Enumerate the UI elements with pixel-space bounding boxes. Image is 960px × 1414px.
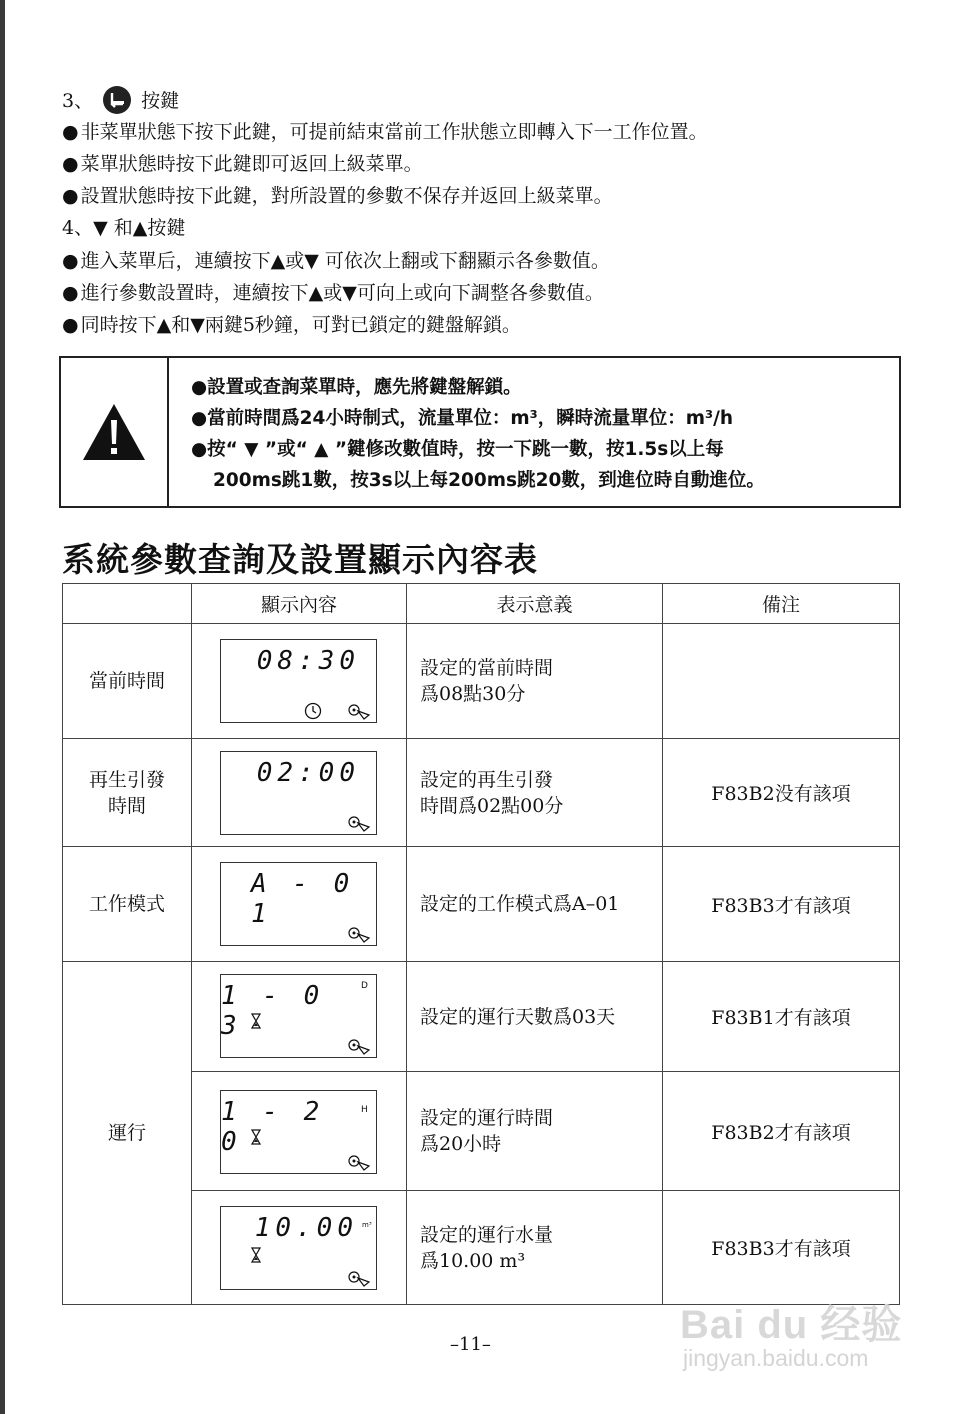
row-note: F83B2没有該項 bbox=[663, 739, 900, 847]
row-meaning bbox=[407, 624, 663, 739]
table-row bbox=[63, 962, 900, 1072]
row-meaning: 設定的運行天數爲03天 bbox=[407, 962, 663, 1072]
lcd-digits: 02:00 bbox=[256, 758, 360, 788]
hourglass-icon bbox=[251, 1247, 261, 1263]
row-meaning bbox=[407, 739, 663, 847]
row-note: F83B3才有該項 bbox=[663, 1191, 900, 1305]
valve-icon bbox=[347, 1269, 371, 1287]
lcd-digits: 1 - 0 3 bbox=[221, 981, 325, 1041]
sec3-bullet-1: ● 非菜單狀態下按下此鍵，可提前結束當前工作狀態立即轉入下一工作位置。 bbox=[62, 119, 708, 145]
row-meaning bbox=[407, 1072, 663, 1191]
lcd-display bbox=[220, 1206, 377, 1290]
clock-icon bbox=[304, 702, 322, 720]
warning-line-1: ●設置或查詢菜單時，應先將鍵盤解鎖。 bbox=[191, 377, 522, 398]
hourglass-icon bbox=[251, 1013, 261, 1029]
page-edge-bar bbox=[0, 0, 5, 1414]
table-title: 系統參數查詢及設置顯示內容表 bbox=[62, 540, 538, 579]
lcd-cell bbox=[192, 739, 407, 847]
page-number: –11– bbox=[450, 1334, 491, 1355]
section-4-heading: 4、▼ 和▲按鍵 bbox=[62, 217, 186, 239]
row-meaning bbox=[407, 1191, 663, 1305]
section-3-label: 按鍵 bbox=[141, 90, 180, 112]
row-meaning: 設定的工作模式爲A–01 bbox=[407, 847, 663, 962]
row-name bbox=[63, 739, 192, 847]
sec3-bullet-3: ● 設置狀態時按下此鍵，對所設置的參數不保存并返回上級菜單。 bbox=[62, 183, 613, 209]
row-name-line-1: 再生引發 bbox=[88, 768, 165, 791]
meaning-line-1: 設定的再生引發 bbox=[420, 768, 554, 791]
watermark-url: jingyan.baidu.com bbox=[683, 1345, 869, 1371]
sec4-bullet-1: ● 進入菜單后，連續按下▲或▼ 可依次上翻或下翻顯示各參數值。 bbox=[62, 248, 610, 274]
header-blank bbox=[63, 584, 192, 624]
lcd-cell bbox=[192, 624, 407, 739]
lcd-digits: 1 - 2 0 bbox=[221, 1097, 325, 1157]
lcd-cell bbox=[192, 1191, 407, 1305]
table-row bbox=[63, 739, 900, 847]
valve-icon bbox=[347, 702, 371, 720]
warning-line-4: 200ms跳1數，按3s以上每200ms跳20數，到進位時自動進位。 bbox=[213, 470, 765, 491]
lcd-display bbox=[220, 862, 377, 946]
table-row bbox=[63, 624, 900, 739]
meaning-line-1: 設定的運行時間 bbox=[420, 1107, 554, 1129]
section-3-heading bbox=[62, 88, 179, 116]
meaning-line-1: 設定的運行水量 bbox=[420, 1223, 554, 1246]
sec4-bullet-3: ● 同時按下▲和▼兩鍵5秒鐘，可對已鎖定的鍵盤解鎖。 bbox=[62, 312, 521, 338]
lcd-cell bbox=[192, 1072, 407, 1191]
warning-line-2: ●當前時間爲24小時制式，流量單位：m³，瞬時流量單位：m³/h bbox=[191, 408, 734, 429]
row-note: F83B2才有該項 bbox=[663, 1072, 900, 1191]
watermark-brand: Bai du 经验 bbox=[680, 1303, 903, 1347]
lcd-unit: m³ bbox=[362, 1221, 372, 1229]
header-display: 顯示內容 bbox=[192, 584, 407, 624]
meaning-line-2: 時間爲02點00分 bbox=[420, 794, 564, 817]
sec4-bullet-2: ● 進行參數設置時，連續按下▲或▼可向上或向下調整各參數值。 bbox=[62, 280, 604, 306]
warning-line-3: ●按“ ▼ ”或“ ▲ ”鍵修改數值時，按一下跳一數，按1.5s以上每 bbox=[191, 439, 724, 460]
meaning-line-1: 設定的當前時間 bbox=[420, 657, 554, 679]
meaning-line-2: 爲08點30分 bbox=[420, 683, 526, 705]
back-key-icon bbox=[103, 86, 131, 114]
row-name: 運行 bbox=[63, 962, 192, 1305]
row-note: F83B3才有該項 bbox=[663, 847, 900, 962]
lcd-display bbox=[220, 1090, 377, 1174]
lcd-digits: 10.00 bbox=[254, 1213, 358, 1243]
header-meaning: 表示意義 bbox=[407, 584, 663, 624]
table-header-row bbox=[63, 584, 900, 624]
meaning-line-2: 爲20小時 bbox=[420, 1133, 502, 1155]
lcd-digits: 08:30 bbox=[256, 646, 360, 676]
warning-box bbox=[59, 356, 901, 508]
header-note: 備注 bbox=[663, 584, 900, 624]
warning-text bbox=[191, 372, 765, 496]
row-name-line-2: 時間 bbox=[107, 794, 146, 817]
sec3-bullet-2: ● 菜單狀態時按下此鍵即可返回上級菜單。 bbox=[62, 151, 423, 177]
valve-icon bbox=[347, 1037, 371, 1055]
section-3-number: 3、 bbox=[62, 90, 94, 112]
lcd-display bbox=[220, 751, 377, 835]
lcd-unit: H bbox=[361, 1105, 368, 1115]
lcd-cell bbox=[192, 847, 407, 962]
warning-triangle-icon bbox=[81, 402, 147, 462]
valve-icon bbox=[347, 1153, 371, 1171]
warning-icon-cell bbox=[61, 358, 169, 506]
lcd-display bbox=[220, 974, 377, 1058]
row-name: 工作模式 bbox=[63, 847, 192, 962]
lcd-cell bbox=[192, 962, 407, 1072]
row-note bbox=[663, 624, 900, 739]
valve-icon bbox=[347, 814, 371, 832]
lcd-display bbox=[220, 639, 377, 723]
lcd-digits: A - 0 1 bbox=[251, 869, 355, 929]
meaning-line-2: 爲10.00 m³ bbox=[420, 1249, 526, 1272]
lcd-unit: D bbox=[361, 981, 368, 991]
row-name: 當前時間 bbox=[63, 624, 192, 739]
valve-icon bbox=[347, 925, 371, 943]
parameter-table bbox=[62, 583, 900, 1305]
hourglass-icon bbox=[251, 1129, 261, 1145]
row-note: F83B1才有該項 bbox=[663, 962, 900, 1072]
table-row bbox=[63, 847, 900, 962]
